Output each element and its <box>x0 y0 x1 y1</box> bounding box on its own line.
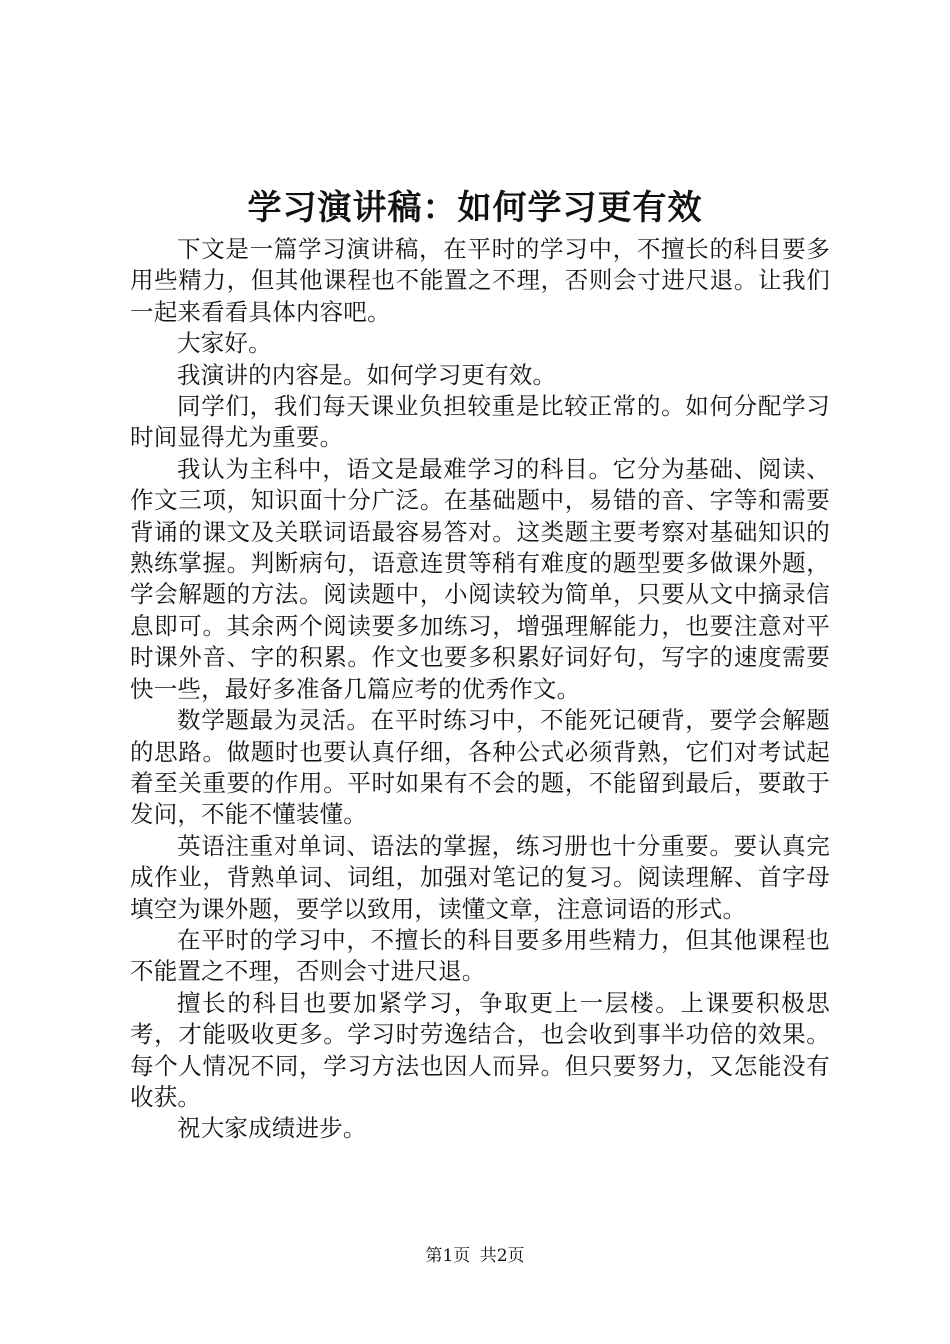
paragraph: 擅长的科目也要加紧学习，争取更上一层楼。上课要积极思考，才能吸收更多。学习时劳逸结合，也会收到事半功倍的效果。每个人情况不同，学习方法也因人而异。但只要努力，又怎能没有收获。 <box>130 988 830 1111</box>
paragraph: 英语注重对单词、语法的掌握，练习册也十分重要。要认真完成作业，背熟单词、词组，加强对笔记的复习。阅读理解、首字母填空为课外题，要学以致用，读懂文章，注意词语的形式。 <box>130 831 830 923</box>
paragraph: 我认为主科中，语文是最难学习的科目。它分为基础、阅读、作文三项，知识面十分广泛。在基础题中，易错的音、字等和需要背诵的课文及关联词语最容易答对。这类题主要考察对基础知识的熟练掌握。判断病句，语意连贯等稍有难度的题型要多做课外题，学会解题的方法。阅读题中，小阅读较为简单，只要从文中摘录信息即可。其余两个阅读要多加练习，增强理解能力，也要注意对平时课外音、字的积累。作文也要多积累好词好句，写字的速度需要快一些，最好多准备几篇应考的优秀作文。 <box>130 454 830 703</box>
paragraph: 下文是一篇学习演讲稿，在平时的学习中，不擅长的科目要多用些精力，但其他课程也不能置之不理，否则会寸进尺退。让我们一起来看看具体内容吧。 <box>130 235 830 326</box>
document-title: 学习演讲稿：如何学习更有效 <box>247 188 703 228</box>
paragraph: 大家好。 <box>177 329 272 358</box>
paragraph: 我演讲的内容是。如何学习更有效。 <box>177 360 557 389</box>
page-footer <box>0 1244 950 1268</box>
paragraph: 在平时的学习中，不擅长的科目要多用些精力，但其他课程也不能置之不理，否则会寸进尺退。 <box>130 925 830 986</box>
paragraph: 数学题最为灵活。在平时练习中，不能死记硬背，要学会解题的思路。做题时也要认真仔细，各种公式必须背熟，它们对考试起着至关重要的作用。平时如果有不会的题，不能留到最后，要敢于发问，不能不懂装懂。 <box>130 706 830 829</box>
paragraph: 同学们，我们每天课业负担较重是比较正常的。如何分配学习时间显得尤为重要。 <box>130 392 830 452</box>
page-total: 共2页 <box>479 1246 525 1266</box>
paragraph: 祝大家成绩进步。 <box>177 1114 367 1143</box>
document-body <box>130 234 830 1145</box>
page-number: 第1页 <box>425 1246 471 1266</box>
